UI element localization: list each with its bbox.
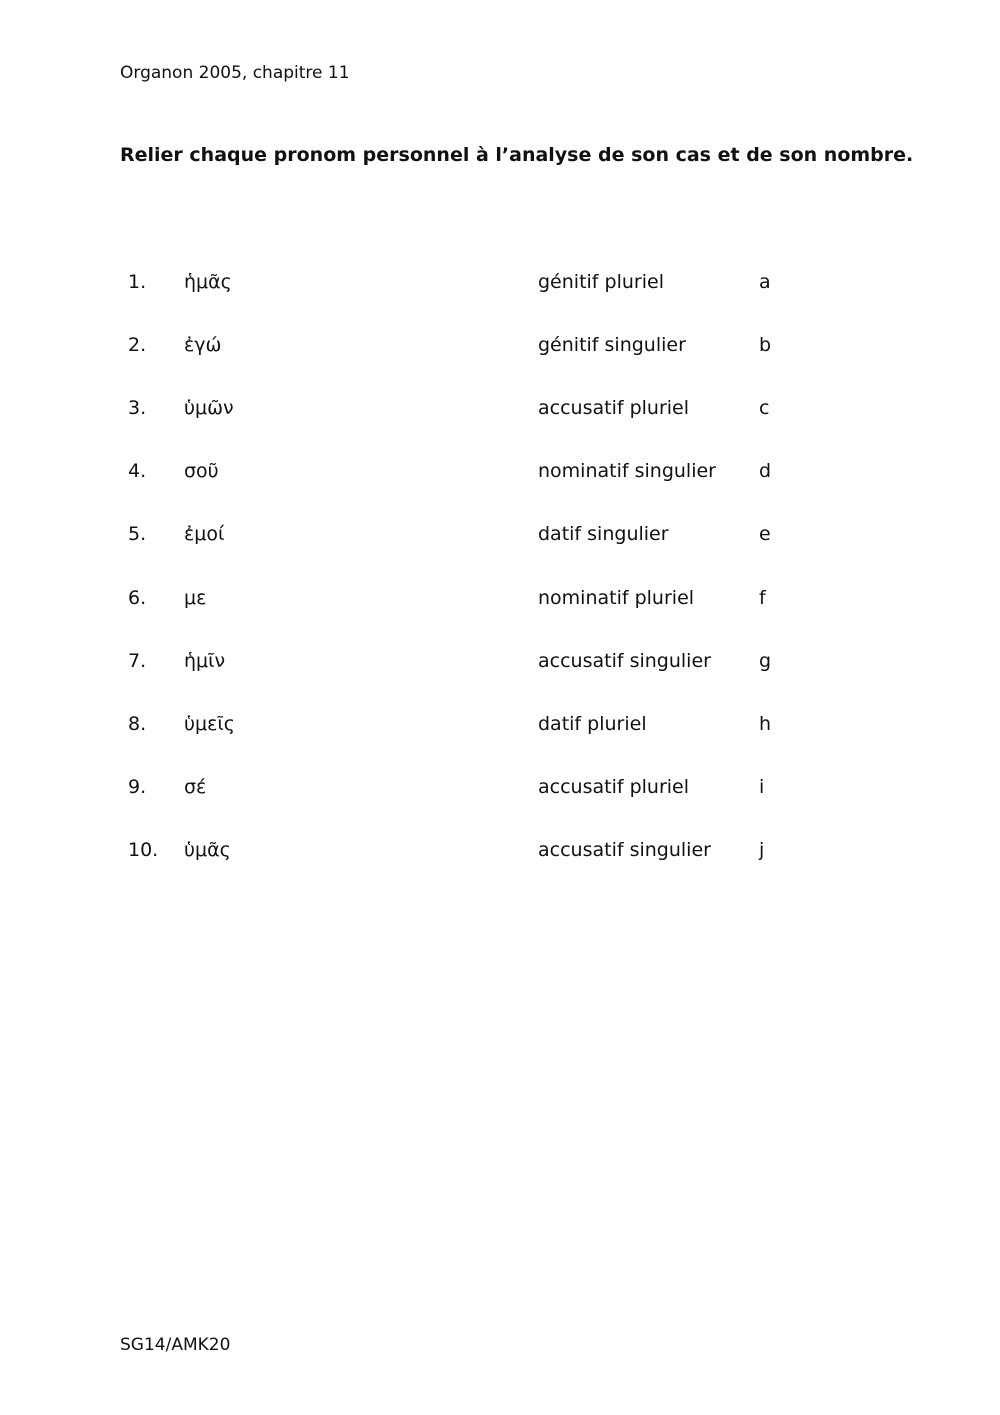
case-number-analysis: accusatif singulier	[538, 650, 711, 672]
case-number-analysis: nominatif singulier	[538, 460, 716, 482]
item-number: 8.	[128, 713, 147, 735]
answer-letter: e	[759, 523, 771, 545]
answer-letter: d	[759, 460, 772, 482]
instruction-text: Relier chaque pronom personnel à l’analyse de son cas et de son nombre.	[120, 144, 914, 166]
exercise-row	[0, 456, 1000, 486]
item-number: 2.	[128, 334, 147, 356]
answer-letter: j	[759, 839, 765, 861]
item-number: 4.	[128, 460, 147, 482]
greek-pronoun: ὑμᾶς	[184, 839, 231, 861]
answer-letter: c	[759, 397, 770, 419]
answer-letter: h	[759, 713, 772, 735]
greek-pronoun: ἐγώ	[184, 334, 222, 356]
answer-letter: i	[759, 776, 765, 798]
greek-pronoun: ἡμῖν	[184, 650, 226, 672]
greek-pronoun: σέ	[184, 776, 207, 798]
exercise-row	[0, 393, 1000, 423]
exercise-row	[0, 267, 1000, 297]
item-number: 7.	[128, 650, 147, 672]
case-number-analysis: accusatif pluriel	[538, 397, 690, 419]
case-number-analysis: nominatif pluriel	[538, 587, 695, 609]
greek-pronoun: ἡμᾶς	[184, 271, 232, 293]
item-number: 9.	[128, 776, 147, 798]
item-number: 10.	[128, 839, 159, 861]
greek-pronoun: ὑμῶν	[184, 397, 234, 419]
greek-pronoun: σοῦ	[184, 460, 219, 482]
answer-letter: a	[759, 271, 771, 293]
exercise-row	[0, 519, 1000, 549]
exercise-row	[0, 583, 1000, 613]
item-number: 1.	[128, 271, 147, 293]
exercise-row	[0, 709, 1000, 739]
exercise-row	[0, 772, 1000, 802]
case-number-analysis: génitif pluriel	[538, 271, 664, 293]
case-number-analysis: génitif singulier	[538, 334, 686, 356]
exercise-row	[0, 646, 1000, 676]
exercise-row	[0, 330, 1000, 360]
case-number-analysis: accusatif singulier	[538, 839, 711, 861]
greek-pronoun: ἐμοί	[184, 523, 225, 545]
item-number: 6.	[128, 587, 147, 609]
answer-letter: b	[759, 334, 772, 356]
item-number: 5.	[128, 523, 147, 545]
answer-letter: f	[759, 587, 766, 609]
case-number-analysis: accusatif pluriel	[538, 776, 690, 798]
document-footer: SG14/AMK20	[120, 1335, 231, 1355]
answer-letter: g	[759, 650, 772, 672]
exercise-row	[0, 835, 1000, 865]
document-header: Organon 2005, chapitre 11	[120, 63, 350, 83]
item-number: 3.	[128, 397, 147, 419]
greek-pronoun: με	[184, 587, 207, 609]
case-number-analysis: datif pluriel	[538, 713, 647, 735]
case-number-analysis: datif singulier	[538, 523, 669, 545]
greek-pronoun: ὑμεῖς	[184, 713, 235, 735]
